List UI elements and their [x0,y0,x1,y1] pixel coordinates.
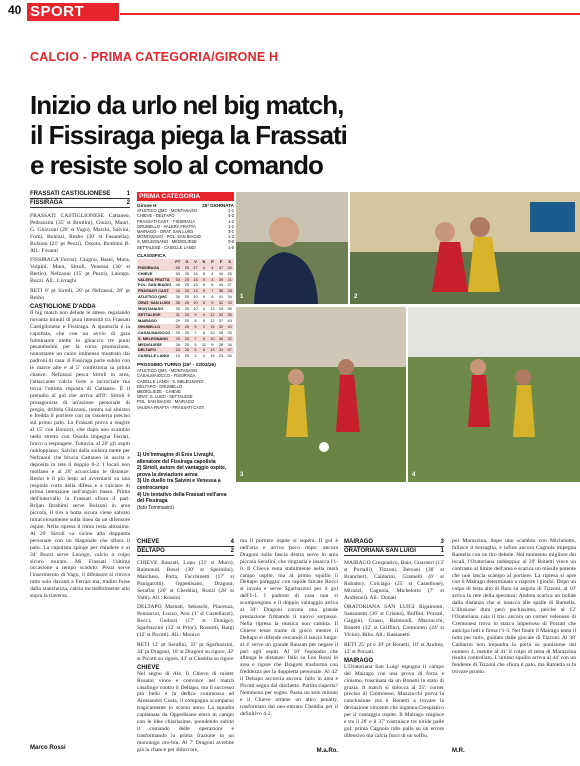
dateline: CASTIGLIONE D'ADDA [30,303,96,310]
classifica-row: FISSIRAGA 55 25 17 4 4 47 20 [137,265,234,271]
classifica-row: VALERA FRATTA 53 25 16 5 4 39 21 [137,277,234,283]
classifica-row: CHIEVE 53 25 16 5 4 44 25 [138,270,232,276]
score-row-away: FISSIRAGA 2 [30,200,130,206]
author: Marco Rossi [30,744,66,751]
article-body-1: Nel segno di Ale. Il Chieve di mister Rossini vince e convince nel match casalingo contro il Deltapo, ma il successo più bello è la dedica commossa ad Alessandro Costa, il compagno scomparso tragicamente lo scorso anno. La squadra capitanata da Oppedisano entra in campo con le idee chiarissime, prendendo subito il comando delle operazioni e trasformando la prima frazione in un monologo oro-blu. Al 7' Dragoni avrebbe già la chance per sbloccare, [137,670,234,753]
headline-line-2: il Fissiraga piega la Frassati [30,120,347,150]
classifica-row: S. MELEGNANO 29 25 7 8 10 26 32 [137,336,234,342]
photo-number-3: 3 [240,472,244,478]
photo-number-4: 4 [412,472,416,478]
classifica-row: CASALMAIOCCO 29 25 7 8 10 28 33 [138,329,232,335]
classifica-row: GRUMELLO 29 25 9 2 14 32 40 [137,324,234,330]
classifica-row: ATLETICO QMC 39 25 10 9 6 41 34 [138,294,232,300]
mairago-boxscore [344,538,444,756]
duel-photo-art [236,307,406,482]
headline-line-1: Inizio da urlo nel big match, [30,90,344,120]
caption-4: 4) Un tentativo della Frassati nell'area del Fissiraga [137,491,227,505]
classifica-row: MAIRAGO 29 25 8 5 12 37 43 [138,317,232,323]
dateline: CHIEVE [137,664,160,671]
classifica-row: FRASSATI CAST. 44 25 13 5 7 38 28 [137,288,234,294]
chieve-boxscore [137,538,234,753]
photo-coach [236,192,348,304]
standings-box [137,192,234,410]
page-number: 40 [8,3,22,17]
next-match: MEDIGLIESE - CHIEVE [137,389,181,395]
result-row: SETTALESE - CASELLE LANDI 1-0 [137,244,234,250]
next-match: VALERA FRATTA - FRASSATI CAST. [137,404,205,410]
score-row-home: MAIRAGO 3 [344,539,444,545]
article-body-1: L'Oratoriana San Luigi espugna il campo del Mairago con una prova di forza e cinismo, trascinata da un Bonetti in stato di grazia. Il match si sblocca al 25': corner preciso di Cremonesi, Mazzucchi prova la conclusione ma è Bonetti a trovare la deviazione vincente che inganna Crespiatico per il vantaggio ospite. Il Mairago reagisce e tra il 28' e il 37' costruisce tre nitide palle gol: prima Cagnola rubs palla su un errore difensivo ma calcia fuori di un soffio, [344,663,444,739]
lineup-home: CHIEVE Ranzati, Lupo (31' st Muro), Raimondi, Bossi (30' st Sperolini), Marchesi, Porta, Facchinetti (17' st Panigarotti), Oppedisano, Dragoni, Serafini (20' st Cheddia), Rozzi (28' st Vatti). All.: Rossini [137,560,234,601]
classifica-row: POL. SAN BIAGIO 45 25 13 6 6 44 37 [138,282,232,288]
next-match: CASELLE LANDI - S. MELEGNANO [137,378,204,384]
lineup-away: ORATORIANA SAN LUIGI Rigamonti, Sansonetti (36' st Cristea), Boffini, Porzati, Gaggini, Grassi, Raimondi, Mazzucchi, Bonetti (32' st Griffini), Cremonesi (24' st Vicini), Biba. All.: Bassanetti [344,604,444,639]
classifica-row: ORAT. SAN LUIGI 36 25 10 6 9 32 33 [137,300,234,306]
lineup-home: MAIRAGO Crespiatico, Baio, Guarneri (13' st Portalli), Tizzoni, Bersani (38' st Brancher), Caldarini, Gramelli (6' st Rubatto), Colciago (25' st Castellone), Mirazzi, Cagnola, Michelotto (7' st Andreoni). All.: Donati [344,560,444,601]
next-round-list [137,368,234,410]
next-match: POL. SAN BIAGIO - MAIRAGO [137,399,195,405]
score-row-away: ORATORIANA SAN LUIGI 1 [344,548,444,554]
results-heading: Girone H 25ª GIORNATA [137,203,234,208]
result-row: MONTANASO - POL. SAN BIAGIO 1-3 [137,234,234,240]
photo-number-2: 2 [354,294,358,300]
next-match: ATLETICO QMC - MONTANASO [137,368,198,374]
result-row: CHIEVE - DELTAPO 4-2 [137,213,234,219]
header-photo-art [350,192,580,304]
next-match: ORAT. S. LUIGI - SETTALESE [137,394,193,400]
mairago-continued [452,538,576,754]
section-label: SPORT [30,3,85,20]
photo-header [350,192,580,304]
lineup-away: DELTAPO Marnati, Sebaschi, Piacenza, Pennacini, Lozzo, Arsi (1' st Castellazzi), Rocci, Godizzi (17' st Donigo), Sgarbazzini (12' st Prior), Rossotti, Bargi (12' st Picotti). All.: Monico [137,604,234,639]
captions [137,452,235,511]
classifica-row: MONTANASO 33 25 10 3 12 29 35 [138,306,232,312]
result-row: ATLETICO QMC - MONTANASO 1-1 [137,208,234,214]
photo-area [408,307,580,482]
headline-line-3: e resiste solo al comando [30,150,323,180]
lineup-away: FISSIRAGA Ferrari, Giugno, Basei, Mora, Volpini, Mura, Sirtoli, Venessa (30' st Bertin), Nefzaoui (15' pt Pezzi), Luongo, Bozzi. All.: Livraghi [30,257,130,285]
author: M.R. [452,748,465,754]
classifica-table: PT G V N P F S FISSIRAGA 55 25 17 4 4 47 20 CHIEVE 53 25 16 5 4 44 25 VALERA FRATTA 53 25 16 5 4 39 21 POL. SAN BIAGIO 45 25 13 6 6 44 37 FRASSATI CAST. 44 25 13 5 7 38 28 ATLETICO QMC 39 25 10 9 6 41 34 ORAT. SAN LUIGI 36 25 10 6 9 32 33 MONTANASO 33 25 10 3 12 29 35 SETTALESE 31 25 9 4 12 32 35 MAIRAGO 29 25 8 5 12 37 43 GRUMELLO 29 25 9 2 14 32 40 CASALMAIOCCO 29 25 7 8 10 28 33 S. MELEGNANO 29 25 7 8 10 26 32 MEDIGLIESE 26 25 5 11 9 28 34 DELTAPO 24 25 6 6 13 31 47 CASELLE LANDI 10 25 2 4 19 23 54 [137,259,234,359]
classifica-heading: CLASSIFICA [137,253,166,259]
scorers: RETI 8' pt Sirtoli, 20' pt Nefzaoui, 28' pt Resho [30,288,130,301]
results-list [137,208,234,250]
score-row-home: CHIEVE 4 [137,539,234,545]
standings-title: PRIMA CATEGORIA [137,192,234,201]
scorers: RETI 25' pt e 39' pt Bonetti, 10' st Andrea, 12' st Porzati. [344,641,444,655]
score-row-home: FRASSATI CASTIGLIONESE 1 [30,191,130,197]
photo-number-1: 1 [240,294,244,300]
next-round-heading: PROSSIMO TURNO (26ª - 22/03/26) [137,363,216,369]
result-row: FRASSATI CAST. - FISSIRAGA 1-2 [137,218,234,224]
classifica-row: SETTALESE 31 25 9 4 12 32 35 [137,312,234,318]
caption-1: 1) Un'immagine di Eros Livraghi, allenatore del Fissiraga capolista [137,452,216,465]
lineup-home: FRASSATI CASTIGLIONESE Cattaneo, Pedrazzini (35' st Bruttini), Giuzzi, Mauri, G. Ghizzoni (26' st Vago), Marchi, Salvini, Forni, Bonizzi, Resho (30' st Fasanella), Bolzoni (21' pt Pezzi). Ossola, Ibrahimi B. All.: Fosanti [30,213,130,254]
classifica-row: CASELLE LANDI 10 25 2 4 19 23 54 [138,353,232,359]
left-article [30,190,130,751]
photo-duel [236,307,406,482]
caption-2: 2) Sirtoli, autore del vantaggio ospite, prova la deviazione aerea [137,465,227,478]
scorers: RETI 12' pt Serafini, 33' pt Sgarbazzini, 34' pt Dragoni, 10' st Dragoni su rigore, 42' st Picotti su rigore, 43' st Cheddia su rigore [137,641,234,662]
next-match: CASALMAIOCCO - FISSIRAGA [137,373,196,379]
classifica-row: DELTAPO 24 25 6 6 13 31 47 [137,347,234,353]
result-row: S. MELEGNANO - MEDIGLIESE 0-0 [137,239,234,245]
article-body-2: ma il portiere ospite si supera. Il gol è nell'aria e arriva poco dopo: ancora Dragoni sulla fascia destra serve in area piccola Serafini, che ringrazia e insacca l'1-0. Il Chieve resta stabilmente nella metà campo ospite, ma al primo squillo il Deltapo pareggia: con rapide falcate Rocci si invola e serve Sgarbazzini per il gol dell'1-1. I padroni di casa non si scompongono e il doppio vantaggio arriva al 34': Dragoni corona una grande prestazione firmando il nuovo sorpasso. Nella ripresa la musica non cambia. Il Chieve tesse trame di gioco mentre il Deltapo si difende cercando il lancio lungo: al 4' serve un grande Ranzati per negare il pari agli ospiti. Al 10' l'episodio che allunga le distanze: fallo su Leo Rossi in area e rigore che Dragoni trasforma con freddezza per la doppietta personale. Al 42' il Deltapo accorcia ancora: fallo in area e Picotti segna dal dischetto. Partita riaperta? Nemmeno per sogno. Passa un solo minuto e il Chieve ottiene un altro penalty, trasformato dal neo-entrato Cheddia per il definitivo 4-2. [240,538,338,717]
author: M.a.Ro. [316,748,338,754]
result-row: GRUMELLO - VALERA FRATTA 1-2 [137,223,234,229]
coach-photo-art [236,192,348,304]
area-photo-art [408,307,580,482]
result-row: MAIRAGO - ORAT. SAN LUIGI 3-1 [137,229,234,235]
header-rule [120,13,580,15]
chieve-continued [240,538,338,754]
caption-credit: (foto Tommasini) [137,504,174,511]
score-row-away: DELTAPO 2 [137,548,234,554]
article-body-2: poi Marazzina, dopo uno scambio con Michelotto, fallisce il bersaglio, e infine ancora Cagnola impegna Ramella con un tiro debole. Nel momento migliore dei locali, l'Oratoriana raddoppia: al 39' Bonetti vince un contrasto al limite dell'area e scarica un missile potente che non lascia scampo al portiere. La ripresa si apre con il Mairago determinato a riaprire i giochi. Dopo un colpo di testa alto di Baio su angolo di Tizzoni, al 10' arriva la rete della speranza: Andrea scarica un bolide dalla distanza che si insacca alle spalle di Ramella. L'illusione dura però pochissimo, perché al 12' l'Oratoriana cala il tris: ancora un corner velenoso di Cremonesi trova lo stacco imperioso di Porzati che anticipa tutti e firma l'1-3. Nel finale il Mairago tenta il tutto per tutto, guidato dalle giocate di Tizzoni. Al 38' Caldarini non inquadra la porta su punizione dal numero 4, mentre al 41' il colpo di testa di Marazzina risulta controllato. L'ultimo squillo arriva al 44' con un fendente di Tizzoni che sfiora il palo, ma Ramella si fa trovare pronto. [452,538,576,676]
article-kicker: CALCIO - PRIMA CATEGORIA/GIRONE H [30,50,279,64]
caption-3: 3) Un duello tra Salvini e Venessa a centrocampo [137,478,221,491]
next-match: DELTAPO - GRUMELLO [137,383,183,389]
dateline: MAIRAGO [344,657,373,664]
article-body: Il big match non delude le attese, regalando novanta minuti di pura intensità tra Frassati Castiglionese e Fissiraga. A spuntarla è la capolista, che con un avvio di gara fulminante mette in ghiaccio tre punti pesantissimi per la corsa promozione, nonostante un cuore immenso mostrato dai padroni di casa. Il Fissiraga parte subito con le marce alte e al 5' confeziona la prima chance: Nefzaoui pesca Sirtoli in area, l'attaccante calcia forte a incrociare ma trova l'ottima risposta di Cattaneo. È il preludio al gol che arriva all'8': Sirtoli è protagonista di un'azione personale di pregio, dribbla Ghizzoni, rientra sul sinistro e fredda il portiere con un rasoterra preciso sul primo palo. La Frassati prova a reagire al 15' con Bonizzi, che dopo uno scambio nello stretto con Ossola impegna Ferrari, bravo a respingere. Tuttavia, al 20' gli ospiti raddoppiano: Salvini dalla sinistra mette per Nefzaoui che brucia Cattaneo in uscita e deposita in rete il doppio 0-2. I locali non mollano e al 28' accorciano le distanze: Resho è il più lesto ad avventarsi su una respinta corta della difesa e a calciare di prima intenzione nell'angolo basso. Prima dell'intervallo la Frassati sfiora il pari: Brijan Ibrahimi serve Bolzoni in area piccola, il tiro a botta sicura viene salvato miracolosamente sulla linea da un difensore ospite. Nella ripresa il ritmo resta altissimo. Al 20' Sirtoli va vicino alla doppietta personale con un diagonale che sfiora il palo. La capolista spinge per chiudere e al 34' Bozzi serve Luongo, calcio a colpo sicuro murato. Mi Frassati l'ultima occasione a tempo scaduto: Pezzi serve l'inserimento di Vago, il difensore si ritrova tutto solo davanti a Ferrari ma, tradito forse dalla stanchezza, calcia incredibilmente alto sopra la traversa. [30,309,130,600]
classifica-row: MEDIGLIESE 26 25 5 11 9 28 34 [138,341,232,347]
